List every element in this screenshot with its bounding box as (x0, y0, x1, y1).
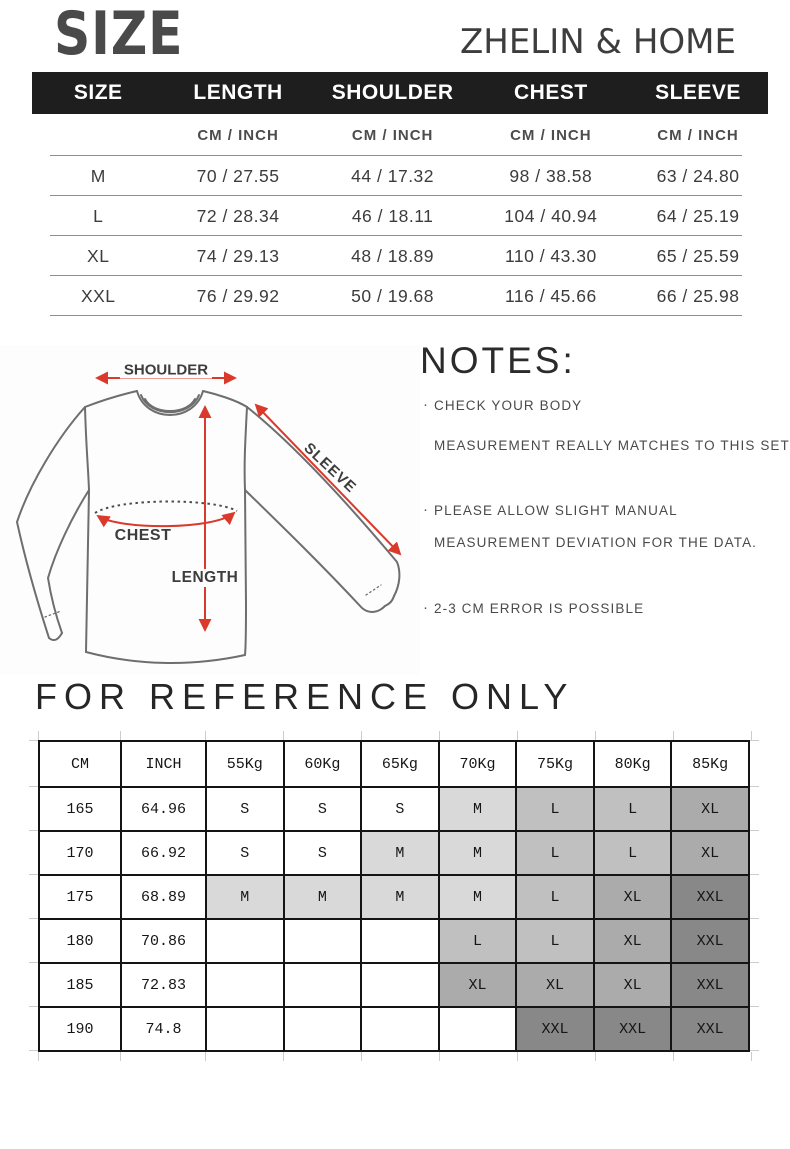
recommended-size-cell (361, 919, 439, 963)
note-item-continuation: MEASUREMENT REALLY MATCHES TO THIS SET (434, 438, 790, 453)
measurement-cell: 65 / 25.59 (656, 245, 740, 266)
measurement-cell: 72 / 28.34 (196, 205, 280, 226)
recommended-size-cell: XXL (516, 1007, 594, 1051)
size-table-rows (32, 156, 768, 316)
size-name-cell: L (93, 205, 104, 226)
inch-cell: 74.8 (121, 1007, 206, 1051)
recommended-size-cell: XL (439, 963, 517, 1007)
size-table-column-size: SIZE (73, 81, 123, 104)
reference-column-inch: INCH (121, 741, 206, 787)
recommended-size-cell: M (439, 831, 517, 875)
gridline-tick (517, 1052, 518, 1061)
inch-cell: 68.89 (121, 875, 206, 919)
recommended-size-cell: M (439, 875, 517, 919)
size-table-row-xxl (32, 276, 768, 316)
recommended-size-cell: M (284, 875, 362, 919)
reference-column-70kg: 70Kg (439, 741, 517, 787)
gridline-tick (750, 1050, 759, 1051)
reference-column-60kg: 60Kg (284, 741, 362, 787)
reference-table (38, 740, 750, 1052)
reference-table-wrap (38, 740, 750, 1052)
recommended-size-cell: XL (594, 963, 672, 1007)
measurement-cell: 98 / 38.58 (509, 165, 593, 186)
reference-column-65kg: 65Kg (361, 741, 439, 787)
recommended-size-cell: M (361, 831, 439, 875)
reference-column-75kg: 75Kg (516, 741, 594, 787)
recommended-size-cell (206, 963, 284, 1007)
gridline-tick (29, 1050, 38, 1051)
recommended-size-cell: L (594, 831, 672, 875)
recommended-size-cell: XXL (671, 963, 749, 1007)
gridline-tick (29, 962, 38, 963)
measurement-cell: 70 / 27.55 (196, 165, 280, 186)
measurement-cell: 44 / 17.32 (351, 165, 435, 186)
size-table-column-shoulder: SHOULDER (331, 81, 454, 104)
gridline-tick (29, 740, 38, 741)
chest-dotted-arc (95, 501, 237, 513)
reference-column-80kg: 80Kg (594, 741, 672, 787)
reference-row-170 (39, 831, 749, 875)
chest-label: CHEST (114, 527, 172, 544)
gridline-tick (517, 731, 518, 740)
measurement-arrows (97, 378, 400, 630)
size-table-column-sleeve: SLEEVE (655, 81, 741, 104)
notes-section (418, 340, 790, 630)
measurement-cell: 110 / 43.30 (504, 245, 597, 266)
measurement-cell: 64 / 25.19 (656, 205, 740, 226)
gridline-tick (750, 830, 759, 831)
note-item: · 2-3 CM ERROR IS POSSIBLE (423, 599, 645, 616)
sleeve-arrow (256, 405, 400, 554)
shirt-body-outline (17, 391, 399, 663)
measurement-cell: 48 / 18.89 (351, 245, 435, 266)
recommended-size-cell (206, 1007, 284, 1051)
recommended-size-cell (284, 963, 362, 1007)
shirt-outline-svg (0, 345, 420, 675)
gridline-tick (29, 874, 38, 875)
reference-column-cm: CM (39, 741, 121, 787)
gridline-tick (750, 1006, 759, 1007)
reference-heading: FOR REFERENCE ONLY (35, 676, 575, 717)
shoulder-label: SHOULDER (120, 362, 212, 379)
recommended-size-cell: L (516, 919, 594, 963)
inch-cell: 72.83 (121, 963, 206, 1007)
gridline-tick (120, 1052, 121, 1061)
gridline-tick (750, 786, 759, 787)
size-table (32, 72, 768, 316)
note-item-continuation: MEASUREMENT DEVIATION FOR THE DATA. (434, 535, 758, 550)
size-table-column-length: LENGTH (193, 81, 283, 104)
gridline-tick (361, 731, 362, 740)
unit-label: CM / INCH (197, 126, 279, 144)
recommended-size-cell: XXL (671, 875, 749, 919)
gridline-tick (283, 1052, 284, 1061)
cm-cell: 190 (39, 1007, 121, 1051)
reference-row-190 (39, 1007, 749, 1051)
unit-label: CM / INCH (351, 126, 434, 144)
gridline-tick (439, 731, 440, 740)
gridline-tick (29, 1006, 38, 1007)
gridline-tick (29, 830, 38, 831)
gridline-tick (750, 874, 759, 875)
cm-cell: 180 (39, 919, 121, 963)
brand-name: ZHELIN & HOME (459, 22, 736, 62)
gridline-tick (673, 1052, 674, 1061)
recommended-size-cell: S (284, 787, 362, 831)
gridline-tick (750, 962, 759, 963)
measurement-cell: 76 / 29.92 (196, 285, 280, 306)
measurement-cell: 46 / 18.11 (351, 205, 434, 226)
recommended-size-cell: L (516, 831, 594, 875)
gridline-tick (205, 1052, 206, 1061)
gridline-tick (750, 740, 759, 741)
recommended-size-cell: L (516, 875, 594, 919)
measurement-cell: 50 / 19.68 (351, 285, 435, 306)
recommended-size-cell: XL (516, 963, 594, 1007)
gridline-tick (595, 1052, 596, 1061)
bullet-icon: · (423, 501, 430, 518)
recommended-size-cell (361, 1007, 439, 1051)
size-name-cell: M (90, 165, 106, 186)
measurement-cell: 74 / 29.13 (196, 245, 280, 266)
size-table-column-chest: CHEST (513, 81, 588, 104)
gridline-tick (205, 731, 206, 740)
reference-table-body (39, 787, 749, 1051)
measurement-cell: 116 / 45.66 (504, 285, 597, 306)
recommended-size-cell: S (361, 787, 439, 831)
recommended-size-cell: XXL (671, 1007, 749, 1051)
recommended-size-cell: L (594, 787, 672, 831)
notes-heading: NOTES: (420, 340, 576, 381)
measurement-cell: 63 / 24.80 (656, 165, 740, 186)
cm-cell: 170 (39, 831, 121, 875)
recommended-size-cell: XL (671, 787, 749, 831)
cm-cell: 165 (39, 787, 121, 831)
reference-row-175 (39, 875, 749, 919)
note-item: · CHECK YOUR BODY (423, 396, 583, 413)
recommended-size-cell (284, 1007, 362, 1051)
gridline-tick (29, 918, 38, 919)
cm-cell: 175 (39, 875, 121, 919)
gridline-tick (439, 1052, 440, 1061)
gridline-tick (29, 786, 38, 787)
gridline-tick (38, 731, 39, 740)
size-table-row-l (32, 196, 768, 236)
recommended-size-cell: XL (594, 919, 672, 963)
inch-cell: 66.92 (121, 831, 206, 875)
recommended-size-cell (284, 919, 362, 963)
recommended-size-cell (361, 963, 439, 1007)
recommended-size-cell: S (206, 831, 284, 875)
gridline-tick (751, 731, 752, 740)
chest-arrow (98, 513, 234, 526)
recommended-size-cell: S (284, 831, 362, 875)
inch-cell: 64.96 (121, 787, 206, 831)
reference-column-85kg: 85Kg (671, 741, 749, 787)
bullet-icon: · (423, 599, 430, 616)
recommended-size-cell: XL (594, 875, 672, 919)
reference-row-165 (39, 787, 749, 831)
reference-row-185 (39, 963, 749, 1007)
note-item: · PLEASE ALLOW SLIGHT MANUAL (423, 501, 678, 518)
shirt-measurement-diagram (0, 345, 420, 675)
inch-cell: 70.86 (121, 919, 206, 963)
size-table-header-bar (32, 72, 768, 114)
reference-row-180 (39, 919, 749, 963)
recommended-size-cell: XXL (671, 919, 749, 963)
measurement-cell: 66 / 25.98 (656, 285, 740, 306)
gridline-tick (595, 731, 596, 740)
size-name-cell: XXL (80, 285, 116, 306)
recommended-size-cell: XXL (594, 1007, 672, 1051)
page-title: SIZE (54, 0, 184, 69)
unit-label: CM / INCH (510, 126, 592, 144)
gridline-tick (120, 731, 121, 740)
recommended-size-cell: M (439, 787, 517, 831)
recommended-size-cell: L (439, 919, 517, 963)
measurement-cell: 104 / 40.94 (504, 205, 598, 226)
recommended-size-cell (206, 919, 284, 963)
unit-label: CM / INCH (657, 126, 739, 144)
gridline-tick (673, 731, 674, 740)
reference-header-row (39, 741, 749, 787)
reference-column-55kg: 55Kg (206, 741, 284, 787)
recommended-size-cell: M (206, 875, 284, 919)
sleeve-label: SLEEVE (300, 439, 360, 497)
gridline-tick (751, 1052, 752, 1061)
size-name-cell: XL (87, 245, 110, 266)
recommended-size-cell (439, 1007, 517, 1051)
size-table-unit-row (32, 114, 768, 156)
bullet-icon: · (423, 396, 430, 413)
recommended-size-cell: L (516, 787, 594, 831)
recommended-size-cell: S (206, 787, 284, 831)
gridline-tick (750, 918, 759, 919)
size-table-row-m (32, 156, 768, 196)
size-table-row-xl (32, 236, 768, 276)
cm-cell: 185 (39, 963, 121, 1007)
length-label: LENGTH (169, 569, 242, 587)
recommended-size-cell: M (361, 875, 439, 919)
gridline-tick (283, 731, 284, 740)
recommended-size-cell: XL (671, 831, 749, 875)
gridline-tick (38, 1052, 39, 1061)
gridline-tick (361, 1052, 362, 1061)
